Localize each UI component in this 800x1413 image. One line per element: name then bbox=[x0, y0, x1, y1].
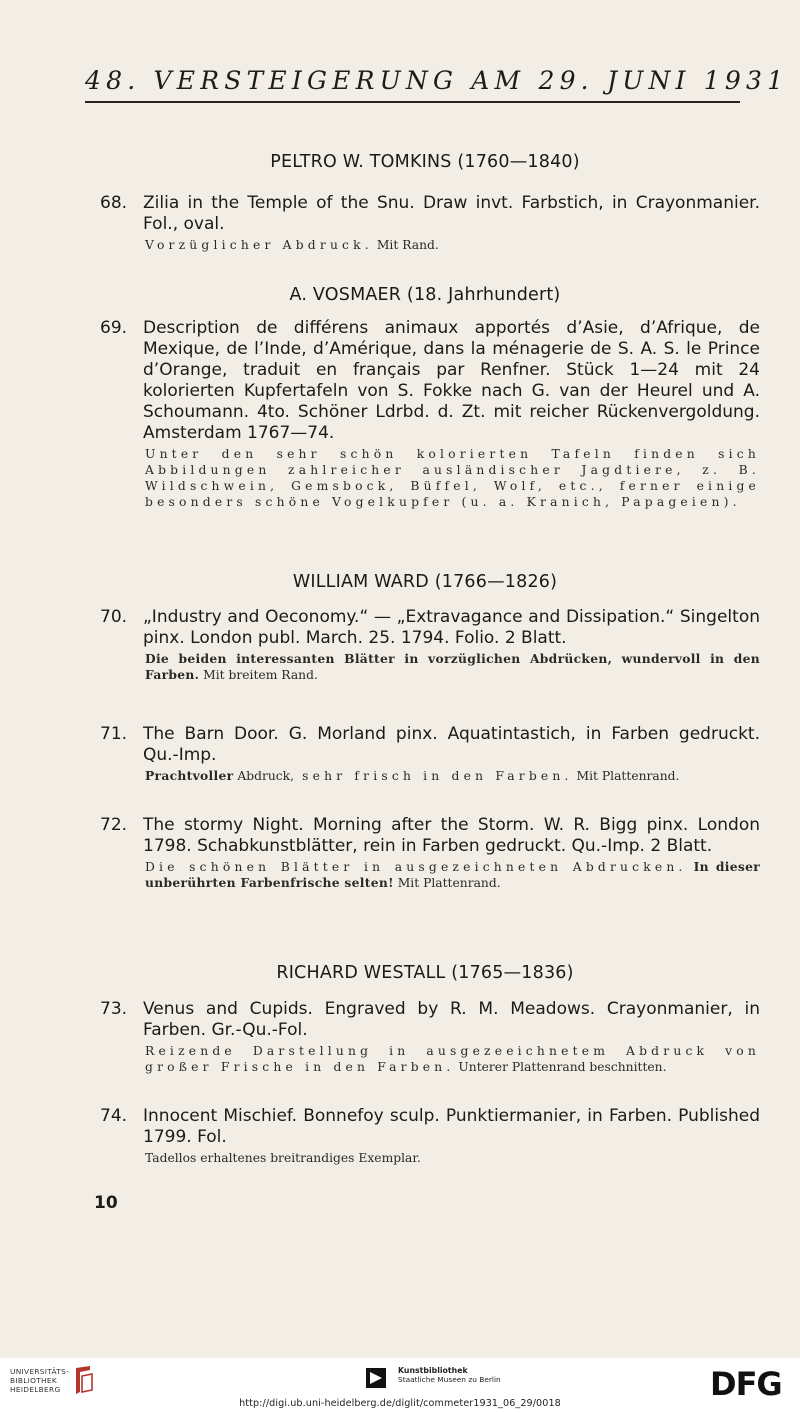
note-tail: Mit Plattenrand. bbox=[572, 769, 680, 783]
lot-number: 69. bbox=[100, 318, 128, 338]
dfg-logo[interactable]: DFG bbox=[710, 1365, 782, 1403]
lot-number: 68. bbox=[100, 193, 128, 213]
artist-heading-vosmaer: A. VOSMAER (18. Jahrhundert) bbox=[289, 285, 561, 305]
note-plain: Mit breitem Rand. bbox=[199, 668, 318, 682]
lot-note bbox=[145, 237, 760, 253]
library-name[interactable] bbox=[10, 1367, 70, 1394]
note-spaced: sehr frisch in den Farben. bbox=[293, 769, 573, 783]
library-logo-icon[interactable] bbox=[72, 1364, 96, 1396]
library-line: BIBLIOTHEK bbox=[10, 1376, 58, 1385]
lot-description: The Barn Door. G. Morland pinx. Aquatintastich, in Farben gedruckt. Qu.-Imp. bbox=[143, 724, 760, 765]
lot-69 bbox=[100, 318, 760, 510]
lot-note bbox=[145, 768, 760, 784]
note-spaced: Vorzüglicher Abdruck. bbox=[145, 238, 373, 252]
artist-heading-tomkins: PELTRO W. TOMKINS (1760—1840) bbox=[270, 152, 580, 172]
lot-71 bbox=[100, 724, 760, 784]
lot-note bbox=[145, 859, 760, 891]
lot-description: Innocent Mischief. Bonnefoy sculp. Punktiermanier, in Farben. Published 1799. Fol. bbox=[143, 1106, 760, 1147]
lot-description: Zilia in the Temple of the Snu. Draw invt. Farbstich, in Crayonmanier. Fol., oval. bbox=[143, 193, 760, 234]
kunstbibliothek-logo-icon[interactable] bbox=[366, 1368, 386, 1388]
note-plain: Mit Rand. bbox=[372, 238, 439, 252]
kunstbibliothek-name[interactable] bbox=[398, 1366, 501, 1384]
note-spaced: Unter den sehr schön kolorierten Tafeln finden sich Abbildungen zahlreicher ausländischer Jagdtiere, z. B. Wildschwein, Gemsbock, Büffel, Wolf, bbox=[145, 447, 760, 493]
note-spaced: Die schönen Blätter in ausgezeichneten Abdrucken. bbox=[145, 860, 687, 874]
lot-description: Description de différens animaux apportés d’Asie, d’Afrique, de Mexique, de l’Inde, d’Amérique, dans la ménagerie de S. A. S. le Prince d’Orange, traduit en français par Renfner. Stück 1—24 mit 24 kolorierten Kupfertafeln von S. Fokke nach G. van der Heurel und A. Schoumann. 4to. Schöner Ldrbd. d. Zt. mit reicher Rückenvergoldung. Amsterdam 1767—74. bbox=[143, 318, 760, 443]
lot-description: The stormy Night. Morning after the Storm. W. R. Bigg pinx. London 1798. Schabkunstblätter, rein in Farben gedruckt. Qu.-Imp. 2 Blatt. bbox=[143, 815, 760, 856]
note-plain: Unterer Plattenrand beschnitten. bbox=[454, 1060, 667, 1074]
library-line: HEIDELBERG bbox=[10, 1385, 61, 1394]
lot-description: „Industry and Oeconomy.“ — „Extravagance and Dissipation.“ Singelton pinx. London publ. March. 25. 1794. Folio. 2 Blatt. bbox=[143, 607, 760, 648]
lot-number: 71. bbox=[100, 724, 128, 744]
lot-note bbox=[145, 1043, 760, 1075]
page-number: 10 bbox=[94, 1193, 118, 1213]
lot-74 bbox=[100, 1106, 760, 1166]
lot-72 bbox=[100, 815, 760, 891]
lot-number: 70. bbox=[100, 607, 128, 627]
permalink-url[interactable]: http://digi.ub.uni-heidelberg.de/diglit/commeter1931_06_29/0018 bbox=[239, 1398, 561, 1409]
lot-number: 73. bbox=[100, 999, 128, 1019]
lot-number: 72. bbox=[100, 815, 128, 835]
kb-title: Kunstbibliothek bbox=[398, 1366, 468, 1375]
lot-description: Venus and Cupids. Engraved by R. M. Meadows. Crayonmanier, in Farben. Gr.-Qu.-Fol. bbox=[143, 999, 760, 1040]
note-plain: Tadellos erhaltenes breitrandiges Exemplar. bbox=[145, 1151, 421, 1165]
running-head: 48. VERSTEIGERUNG AM 29. JUNI 1931 bbox=[85, 66, 789, 95]
note-plain: Mit Plattenrand. bbox=[393, 876, 501, 890]
artist-heading-ward: WILLIAM WARD (1766—1826) bbox=[292, 572, 558, 592]
lot-68 bbox=[100, 193, 760, 253]
lot-73 bbox=[100, 999, 760, 1075]
lot-note bbox=[145, 1150, 760, 1166]
note-bold: Die beiden interessanten Blätter in vorzüglichen Abdrücken, wundervoll in den Farben. bbox=[145, 651, 760, 682]
library-line: UNIVERSITÄTS- bbox=[10, 1367, 70, 1376]
lot-70 bbox=[100, 607, 760, 683]
note-plain: etc., ferner einige besonders schöne Vogelkupfer (u. a. Kranich, Papageien). bbox=[145, 479, 760, 509]
note-plain: Abdruck, bbox=[233, 769, 294, 783]
lot-note bbox=[145, 651, 760, 683]
lot-note bbox=[145, 446, 760, 510]
note-spaced: Reizende Darstellung in ausgezeeichnetem Abdruck von großer Frische in den Farben. bbox=[145, 1044, 760, 1074]
note-bold: Prachtvoller bbox=[145, 768, 234, 783]
artist-heading-westall: RICHARD WESTALL (1765—1836) bbox=[276, 963, 574, 983]
lot-number: 74. bbox=[100, 1106, 128, 1126]
kb-subtitle: Staatliche Museen zu Berlin bbox=[398, 1375, 501, 1384]
note-bold: In dieser unberührten Farbenfrische selten! bbox=[145, 859, 761, 890]
header-rule bbox=[85, 101, 740, 103]
